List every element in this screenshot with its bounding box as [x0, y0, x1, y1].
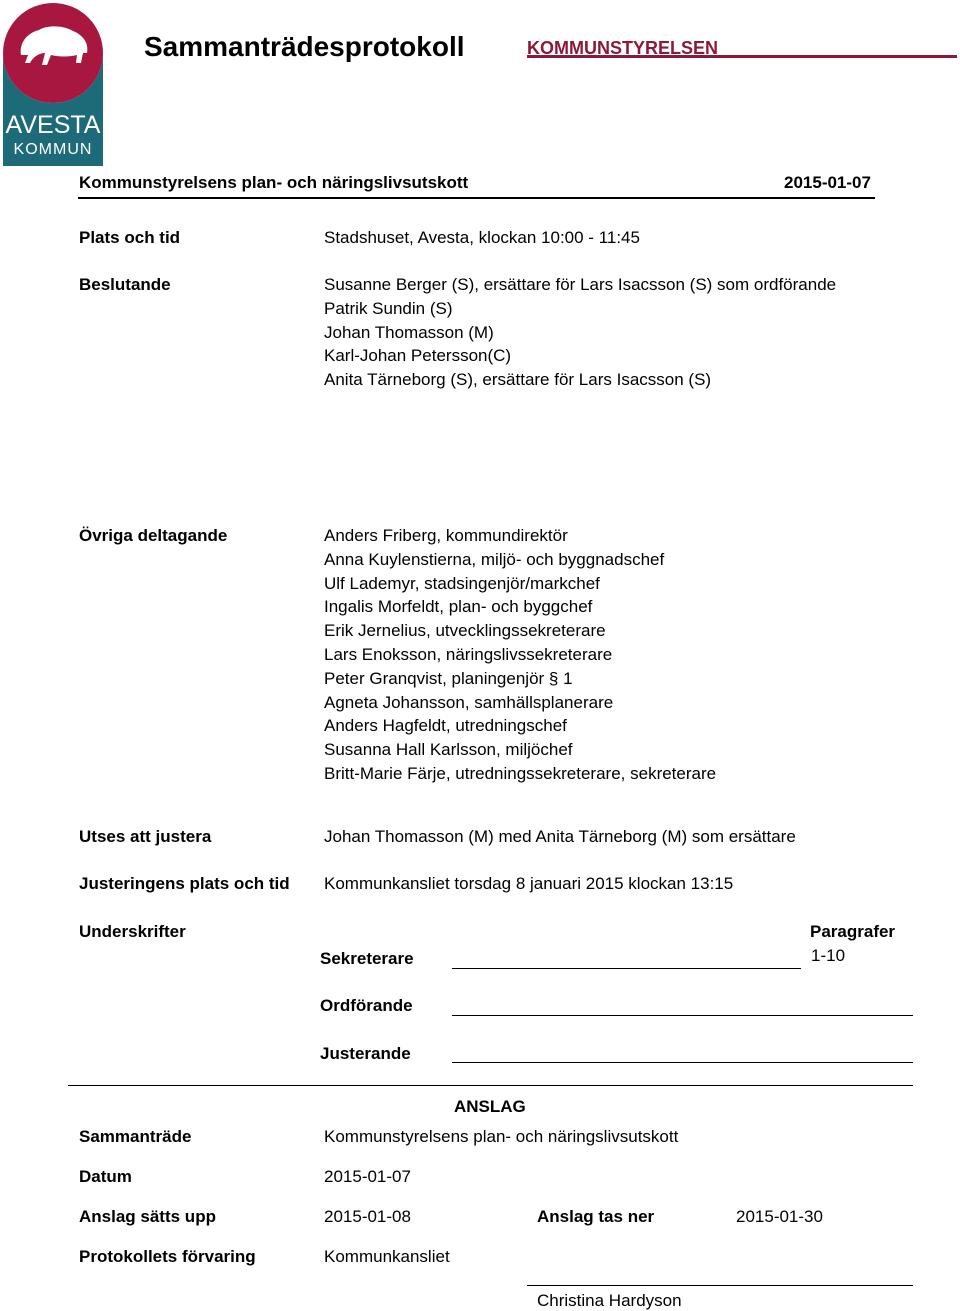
signer-name: Christina Hardyson [537, 1291, 682, 1310]
list-item: Ulf Lademyr, stadsingenjör/markchef [324, 573, 600, 593]
list-item: Anders Hagfeldt, utredningschef [324, 716, 567, 736]
notice-meeting-label: Sammanträde [79, 1127, 192, 1146]
chair-signature-line [452, 1015, 913, 1016]
notice-storage-label: Protokollets förvaring [79, 1247, 256, 1266]
secretary-label: Sekreterare [320, 949, 414, 968]
list-item: Susanna Hall Karlsson, miljöchef [324, 740, 573, 760]
notice-removed-label: Anslag tas ner [537, 1207, 655, 1226]
list-item: Britt-Marie Färje, utredningssekreterare, sekreterare [324, 763, 717, 783]
deciding-label: Beslutande [79, 275, 171, 294]
list-item: Patrik Sundin (S) [324, 298, 453, 318]
organization-name: KOMMUNSTYRELSEN [527, 38, 719, 58]
paragraphs-label: Paragrafer [810, 922, 896, 941]
others-list [324, 524, 716, 786]
list-item: Anna Kuylenstierna, miljö- och byggnadschef [324, 549, 665, 569]
adjust-place-value: Kommunkansliet torsdag 8 januari 2015 klockan 13:15 [324, 874, 734, 893]
notice-posted-value: 2015-01-08 [324, 1207, 411, 1226]
paragraphs-value: 1-10 [811, 946, 846, 965]
place-value: Stadshuset, Avesta, klockan 10:00 - 11:45 [324, 228, 640, 247]
others-label: Övriga deltagande [79, 526, 228, 545]
list-item: Johan Thomasson (M) [324, 322, 494, 342]
notice-divider [68, 1085, 913, 1086]
notice-posted-label: Anslag sätts upp [79, 1207, 216, 1226]
notice-date-value: 2015-01-07 [324, 1167, 411, 1186]
svg-text:KOMMUN: KOMMUN [13, 141, 93, 158]
committee-name: Kommunstyrelsens plan- och näringslivsutskott [79, 173, 469, 192]
signer-signature-line [527, 1285, 913, 1286]
secretary-signature-line [452, 968, 801, 969]
list-item: Erik Jernelius, utvecklingssekreterare [324, 621, 606, 641]
adjuster-signature-line [452, 1062, 913, 1063]
list-item: Anita Tärneborg (S), ersättare för Lars Isacsson (S) [324, 370, 712, 390]
document-title: Sammanträdesprotokoll [144, 31, 465, 62]
meeting-date: 2015-01-07 [784, 173, 871, 192]
place-label: Plats och tid [79, 228, 181, 247]
notice-storage-value: Kommunkansliet [324, 1247, 450, 1266]
deciding-list [324, 273, 836, 392]
list-item: Karl-Johan Petersson(C) [324, 346, 512, 366]
notice-removed-value: 2015-01-30 [736, 1207, 823, 1226]
list-item: Ingalis Morfeldt, plan- och byggchef [324, 597, 593, 617]
adjuster-label: Justerande [320, 1044, 411, 1063]
list-item: Peter Granqvist, planingenjör § 1 [324, 668, 573, 688]
list-item: Anders Friberg, kommundirektör [324, 526, 568, 545]
list-item: Susanne Berger (S), ersättare för Lars Isacsson (S) som ordförande [324, 275, 837, 294]
adjust-label: Utses att justera [79, 827, 212, 846]
adjust-value: Johan Thomasson (M) med Anita Tärneborg (M) som ersättare [324, 827, 796, 846]
svg-text:AVESTA: AVESTA [5, 111, 101, 139]
adjust-place-label: Justeringens plats och tid [79, 874, 290, 893]
notice-title: ANSLAG [454, 1097, 526, 1116]
committee-rule [78, 197, 875, 199]
chair-label: Ordförande [320, 996, 413, 1015]
list-item: Agneta Johansson, samhällsplanerare [324, 692, 614, 712]
notice-meeting-value: Kommunstyrelsens plan- och näringslivsutskott [324, 1127, 679, 1146]
avesta-kommun-logo [3, 3, 103, 166]
list-item: Lars Enoksson, näringslivssekreterare [324, 644, 613, 664]
header-rule [527, 55, 957, 58]
notice-date-label: Datum [79, 1167, 132, 1186]
signatures-label: Underskrifter [79, 922, 186, 941]
